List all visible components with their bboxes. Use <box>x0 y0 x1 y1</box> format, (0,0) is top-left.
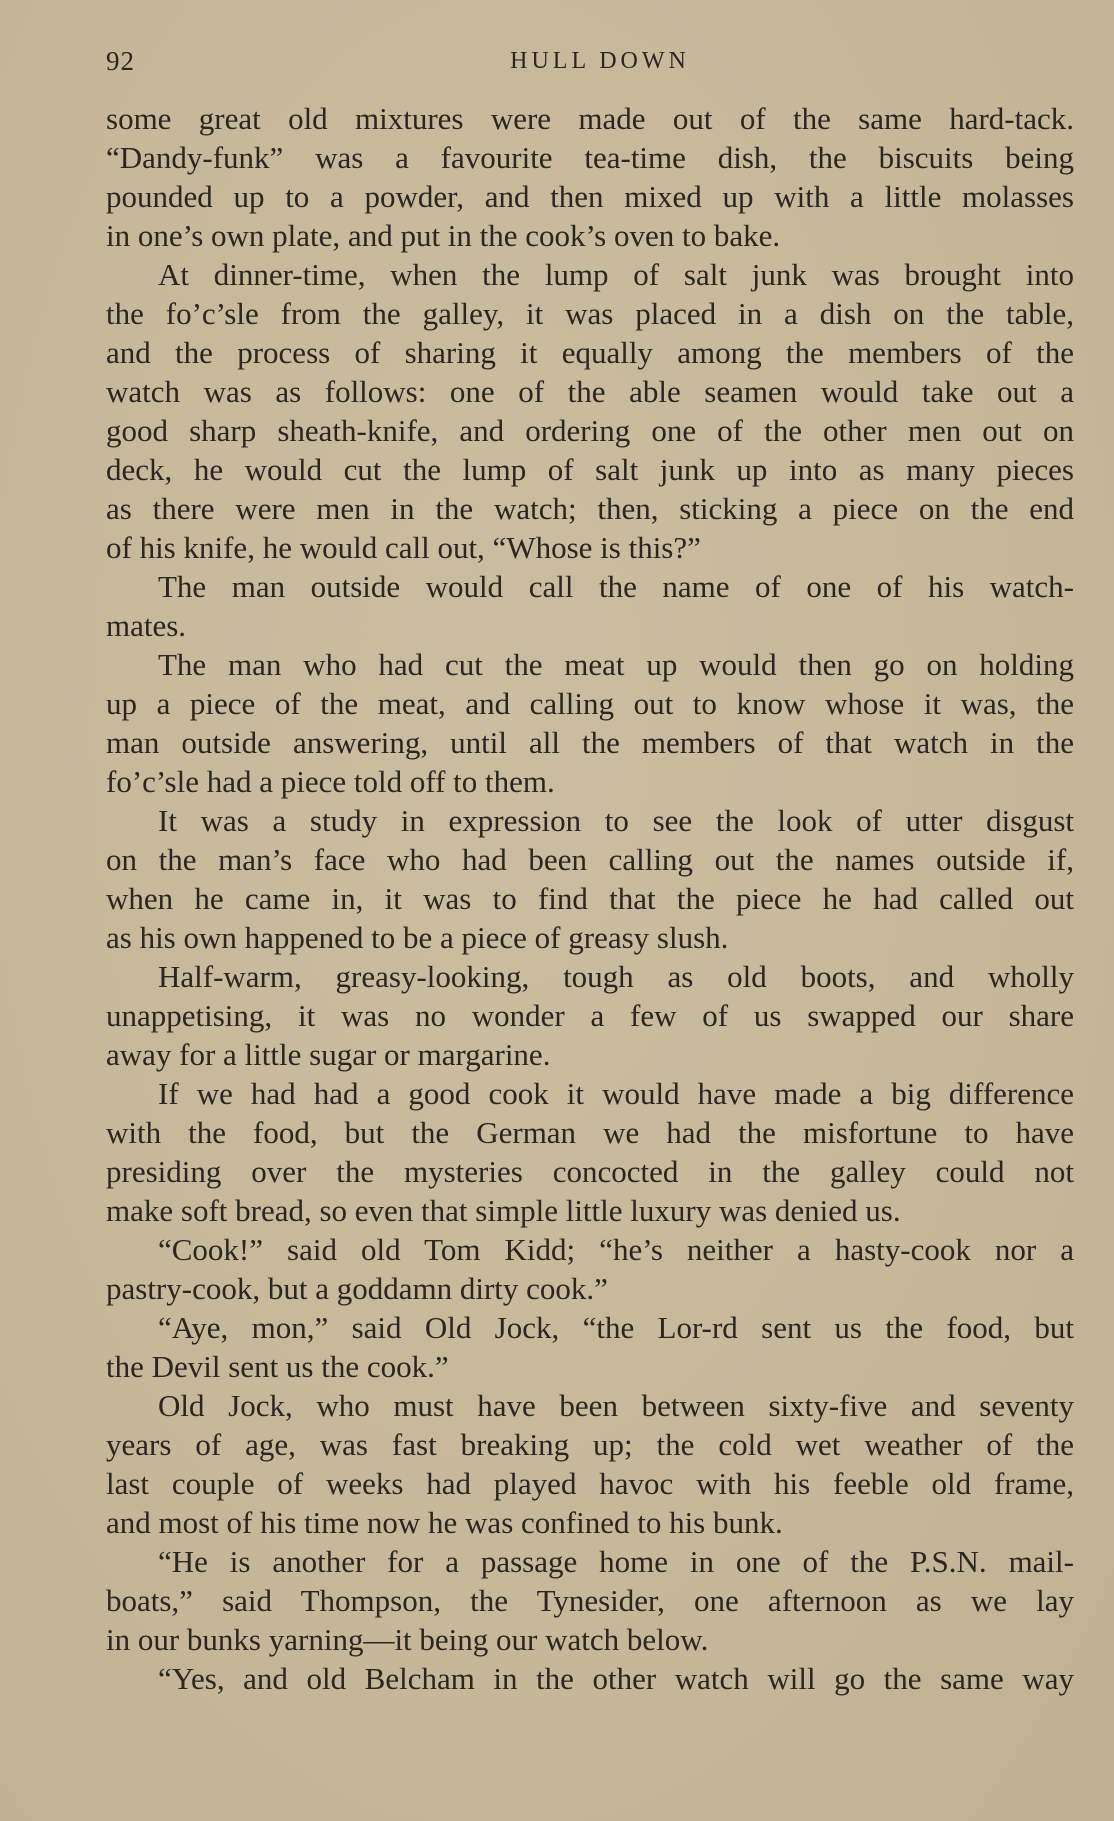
text-line: good sharp sheath-knife, and ordering one of the other men out on <box>106 413 1074 448</box>
page-number: 92 <box>106 46 135 76</box>
text-line: Old Jock, who must have been between sixty-five and seventy <box>158 1388 1074 1423</box>
text-line: and the process of sharing it equally among the members of the <box>106 335 1074 370</box>
body-text <box>106 99 1074 1698</box>
text-line: “Dandy-funk” was a favourite tea-time dish, the biscuits being <box>106 140 1074 175</box>
text-line: some great old mixtures were made out of the same hard-tack. <box>106 101 1074 136</box>
text-line: The man who had cut the meat up would then go on holding <box>158 647 1074 682</box>
text-line: on the man’s face who had been calling out the names outside if, <box>106 842 1074 877</box>
text-line: as there were men in the watch; then, sticking a piece on the end <box>106 491 1074 526</box>
text-line: “Yes, and old Belcham in the other watch will go the same way <box>158 1661 1074 1696</box>
text-line: the Devil sent us the cook.” <box>106 1349 449 1384</box>
text-line: the fo’c’sle from the galley, it was placed in a dish on the table, <box>106 296 1074 331</box>
text-line: in one’s own plate, and put in the cook’s oven to bake. <box>106 218 781 253</box>
text-line: unappetising, it was no wonder a few of us swapped our share <box>106 998 1074 1033</box>
text-line: and most of his time now he was confined to his bunk. <box>106 1505 783 1540</box>
text-line: in our bunks yarning—it being our watch below. <box>106 1622 709 1657</box>
text-line: If we had had a good cook it would have made a big difference <box>158 1076 1074 1111</box>
text-line: “Aye, mon,” said Old Jock, “the Lor-rd sent us the food, but <box>158 1310 1074 1345</box>
text-line: man outside answering, until all the members of that watch in the <box>106 725 1074 760</box>
running-head: HULL DOWN <box>510 48 690 74</box>
text-line: pounded up to a powder, and then mixed up with a little molasses <box>106 179 1074 214</box>
text-line: It was a study in expression to see the look of utter disgust <box>158 803 1074 838</box>
text-line: away for a little sugar or margarine. <box>106 1037 551 1072</box>
text-line: make soft bread, so even that simple little luxury was denied us. <box>106 1193 901 1228</box>
text-line: presiding over the mysteries concocted in the galley could not <box>106 1154 1074 1189</box>
text-line: boats,” said Thompson, the Tynesider, one afternoon as we lay <box>106 1583 1074 1618</box>
text-line: “Cook!” said old Tom Kidd; “he’s neither a hasty-cook nor a <box>158 1232 1074 1267</box>
text-line: when he came in, it was to find that the piece he had called out <box>106 881 1074 916</box>
text-line: years of age, was fast breaking up; the cold wet weather of the <box>106 1427 1074 1462</box>
text-line: fo’c’sle had a piece told off to them. <box>106 764 555 799</box>
text-line: up a piece of the meat, and calling out to know whose it was, the <box>106 686 1074 721</box>
text-line: with the food, but the German we had the misfortune to have <box>106 1115 1074 1150</box>
text-line: The man outside would call the name of one of his watch- <box>158 569 1074 604</box>
text-line: watch was as follows: one of the able seamen would take out a <box>106 374 1074 409</box>
text-line: as his own happened to be a piece of greasy slush. <box>106 920 729 955</box>
text-line: deck, he would cut the lump of salt junk up into as many pieces <box>106 452 1074 487</box>
text-line: mates. <box>106 608 187 643</box>
text-line: Half-warm, greasy-looking, tough as old boots, and wholly <box>158 959 1074 994</box>
text-line: “He is another for a passage home in one of the P.S.N. mail- <box>158 1544 1074 1579</box>
page-header <box>106 44 1074 84</box>
text-line: of his knife, he would call out, “Whose is this?” <box>106 530 701 565</box>
text-line: pastry-cook, but a goddamn dirty cook.” <box>106 1271 608 1306</box>
text-line: At dinner-time, when the lump of salt junk was brought into <box>158 257 1074 292</box>
text-line: last couple of weeks had played havoc with his feeble old frame, <box>106 1466 1074 1501</box>
